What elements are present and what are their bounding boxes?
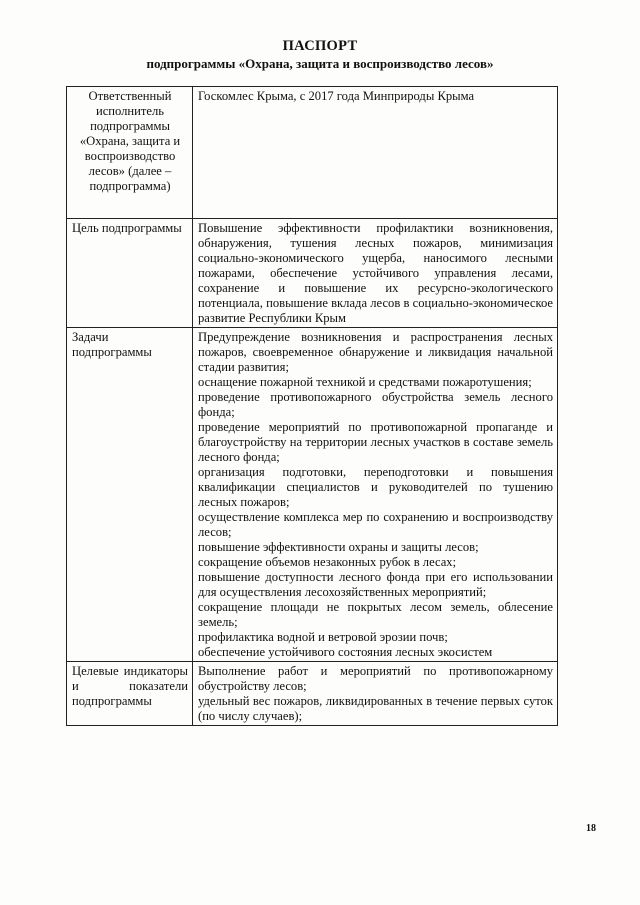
content-line: Повышение эффективности профилактики возникновения, обнаружения, тушения лесных пожаров, минимизация социально-экономического ущерба, наносимого лесными пожарами, обеспечение устойчивого управления лесами, сохранение и повышение их ресурсно-экологического потенциала, повышение вклада лесов в социально-экономическое развитие Республики Крым <box>198 221 553 325</box>
table-row <box>67 328 558 662</box>
task-item: организация подготовки, переподготовки и повышения квалификации специалистов и руководителей по тушению лесных пожаров; <box>198 465 553 509</box>
row-content-goal <box>193 219 558 328</box>
table-row <box>67 87 558 219</box>
row-label-indicators: Целевые индикаторы и показатели подпрограммы <box>67 662 193 726</box>
task-item: оснащение пожарной техникой и средствами пожаротушения; <box>198 375 532 389</box>
table-row <box>67 219 558 328</box>
task-item: проведение мероприятий по противопожарной пропаганде и благоустройству на территории лесных участков в составе земель лесного фонда; <box>198 420 553 464</box>
passport-table <box>66 86 558 726</box>
document-subtitle: подпрограммы «Охрана, защита и воспроизводство лесов» <box>146 56 494 71</box>
task-item: сокращение объемов незаконных рубок в лесах; <box>198 555 457 569</box>
row-content-tasks <box>193 328 558 662</box>
task-item: проведение противопожарного обустройства земель лесного фонда; <box>198 390 553 419</box>
row-content-indicators <box>193 662 558 726</box>
task-item: профилактика водной и ветровой эрозии почв; <box>198 630 448 644</box>
indicator-item: Выполнение работ и мероприятий по противопожарному обустройству лесов; <box>198 664 553 693</box>
task-item: осуществление комплекса мер по сохранению и воспроизводству лесов; <box>198 510 553 539</box>
task-item: обеспечение устойчивого состояния лесных экосистем <box>198 645 493 659</box>
task-item: сокращение площади не покрытых лесом земель, облесение земель; <box>198 600 553 629</box>
row-content-executor <box>193 87 558 219</box>
row-label-goal: Цель подпрограммы <box>67 219 193 328</box>
page-number: 18 <box>586 823 596 834</box>
row-label-executor: Ответственный исполнитель подпрограммы «Охрана, защита и воспроизводство лесов» (далее – подпрограмма) <box>67 87 193 219</box>
document-title: ПАСПОРТ <box>282 38 358 54</box>
row-label-tasks: Задачи подпрограммы <box>67 328 193 662</box>
task-item: повышение эффективности охраны и защиты лесов; <box>198 540 479 554</box>
task-item: повышение доступности лесного фонда при его использовании для осуществления лесохозяйственных мероприятий; <box>198 570 553 599</box>
table-row <box>67 662 558 726</box>
content-line: Госкомлес Крыма, с 2017 года Минприроды Крыма <box>198 89 475 103</box>
task-item: Предупреждение возникновения и распространения лесных пожаров, своевременное обнаружение и ликвидация начальной стадии развития; <box>198 330 553 374</box>
indicator-item: удельный вес пожаров, ликвидированных в течение первых суток (по числу случаев); <box>198 694 553 723</box>
